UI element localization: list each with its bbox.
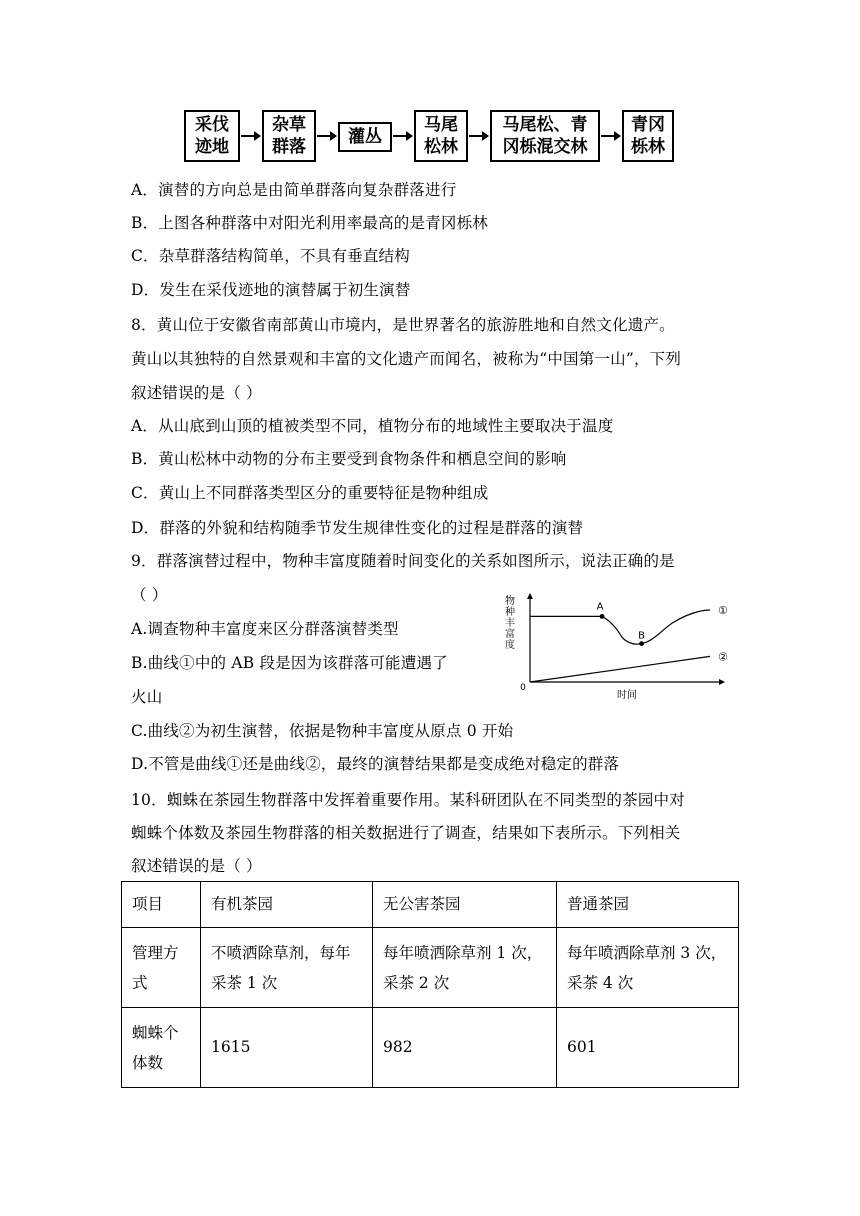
flow-box-shrubland: 灌丛 bbox=[338, 122, 392, 152]
table-cell: 蜘蛛个 体数 bbox=[122, 1008, 201, 1088]
table-cell: 每年喷洒除草剂 1 次， 采茶 2 次 bbox=[373, 928, 557, 1008]
q10-stem-line-1: 10．蜘蛛在茶园生物群落中发挥着重要作用。某科研团队在不同类型的茶园中对 bbox=[131, 791, 685, 809]
series-1-line bbox=[530, 610, 710, 644]
q7-option-b: B．上图各种群落中对阳光利用率最高的是青冈栎林 bbox=[131, 214, 488, 232]
arrow-right-icon bbox=[316, 128, 338, 144]
q9-option-b-line-1: B.曲线①中的 AB 段是因为该群落可能遭遇了 bbox=[131, 654, 448, 672]
arrow-right-icon bbox=[600, 128, 622, 144]
flow-box-mixed-forest: 马尾松、青 冈栎混交林 bbox=[490, 110, 600, 162]
point-b-label: B bbox=[638, 630, 646, 642]
arrow-right-icon bbox=[240, 128, 262, 144]
q10-stem-line-3: 叙述错误的是（ ） bbox=[131, 857, 262, 875]
q9-option-b-line-2: 火山 bbox=[131, 688, 163, 706]
series-1-label: ① bbox=[718, 604, 728, 617]
x-axis-label: 时间 bbox=[617, 690, 637, 701]
table-cell: 每年喷洒除草剂 3 次， 采茶 4 次 bbox=[557, 928, 739, 1008]
q8-stem-line-1: 8．黄山位于安徽省南部黄山市境内，是世界著名的旅游胜地和自然文化遗产。 bbox=[131, 316, 675, 334]
q7-option-c: C．杂草群落结构简单，不具有垂直结构 bbox=[131, 247, 410, 265]
table-cell: 1615 bbox=[201, 1008, 373, 1088]
q8-option-b: B．黄山松林中动物的分布主要受到食物条件和栖息空间的影响 bbox=[131, 450, 567, 468]
table-cell: 982 bbox=[373, 1008, 557, 1088]
q9-option-c: C.曲线②为初生演替，依据是物种丰富度从原点 0 开始 bbox=[131, 722, 514, 740]
table-row bbox=[122, 1008, 739, 1088]
y-axis-arrow bbox=[527, 593, 533, 599]
table-cell: 无公害茶园 bbox=[373, 882, 557, 928]
y-axis-label: 物种丰富度 bbox=[505, 596, 515, 651]
q9-stem-line-1: 9．群落演替过程中，物种丰富度随着时间变化的关系如图所示，说法正确的是 bbox=[131, 552, 675, 570]
origin-label: 0 bbox=[520, 683, 526, 693]
tea-garden-table bbox=[121, 881, 739, 1088]
arrow-right-icon bbox=[392, 128, 414, 144]
table-cell: 有机茶园 bbox=[201, 882, 373, 928]
table-row bbox=[122, 928, 739, 1008]
q8-stem-line-2: 黄山以其独特的自然景观和丰富的文化遗产而闻名，被称为“中国第一山”，下列 bbox=[131, 350, 682, 368]
q9-stem-line-2: （ ） bbox=[131, 586, 168, 604]
q10-stem-line-2: 蜘蛛个体数及茶园生物群落的相关数据进行了调查，结果如下表所示。下列相关 bbox=[131, 824, 681, 842]
flow-box-masson-pine-forest: 马尾 松林 bbox=[414, 110, 468, 162]
q8-option-c: C．黄山上不同群落类型区分的重要特征是物种组成 bbox=[131, 484, 489, 502]
succession-flow-diagram bbox=[0, 110, 860, 166]
species-richness-chart bbox=[500, 592, 730, 704]
q8-option-a: A．从山底到山顶的植被类型不同，植物分布的地域性主要取决于温度 bbox=[131, 417, 614, 435]
flow-box-oak-forest: 青冈 栎林 bbox=[622, 110, 674, 162]
x-axis-arrow bbox=[719, 679, 725, 685]
table-cell: 601 bbox=[557, 1008, 739, 1088]
q8-option-d: D．群落的外貌和结构随季节发生规律性变化的过程是群落的演替 bbox=[131, 519, 584, 537]
q7-option-d: D．发生在采伐迹地的演替属于初生演替 bbox=[131, 281, 411, 299]
q9-option-a: A.调查物种丰富度来区分群落演替类型 bbox=[131, 620, 399, 638]
table-cell: 项目 bbox=[122, 882, 201, 928]
table-cell: 不喷洒除草剂，每年 采茶 1 次 bbox=[201, 928, 373, 1008]
q8-stem-line-3: 叙述错误的是（ ） bbox=[131, 384, 262, 402]
series-2-label: ② bbox=[718, 650, 728, 664]
table-cell: 管理方 式 bbox=[122, 928, 201, 1008]
q7-option-a: A．演替的方向总是由简单群落向复杂群落进行 bbox=[131, 181, 457, 199]
point-a-label: A bbox=[596, 601, 604, 613]
arrow-right-icon bbox=[468, 128, 490, 144]
flow-box-cutover-land: 采伐 迹地 bbox=[184, 110, 240, 162]
table-row bbox=[122, 882, 739, 928]
q9-option-d: D.不管是曲线①还是曲线②，最终的演替结果都是变成绝对稳定的群落 bbox=[131, 755, 620, 773]
point-a-marker bbox=[600, 614, 605, 619]
flow-box-weed-community: 杂草 群落 bbox=[262, 110, 316, 162]
series-2-line bbox=[530, 656, 710, 682]
table-cell: 普通茶园 bbox=[557, 882, 739, 928]
point-b-marker bbox=[639, 641, 644, 646]
